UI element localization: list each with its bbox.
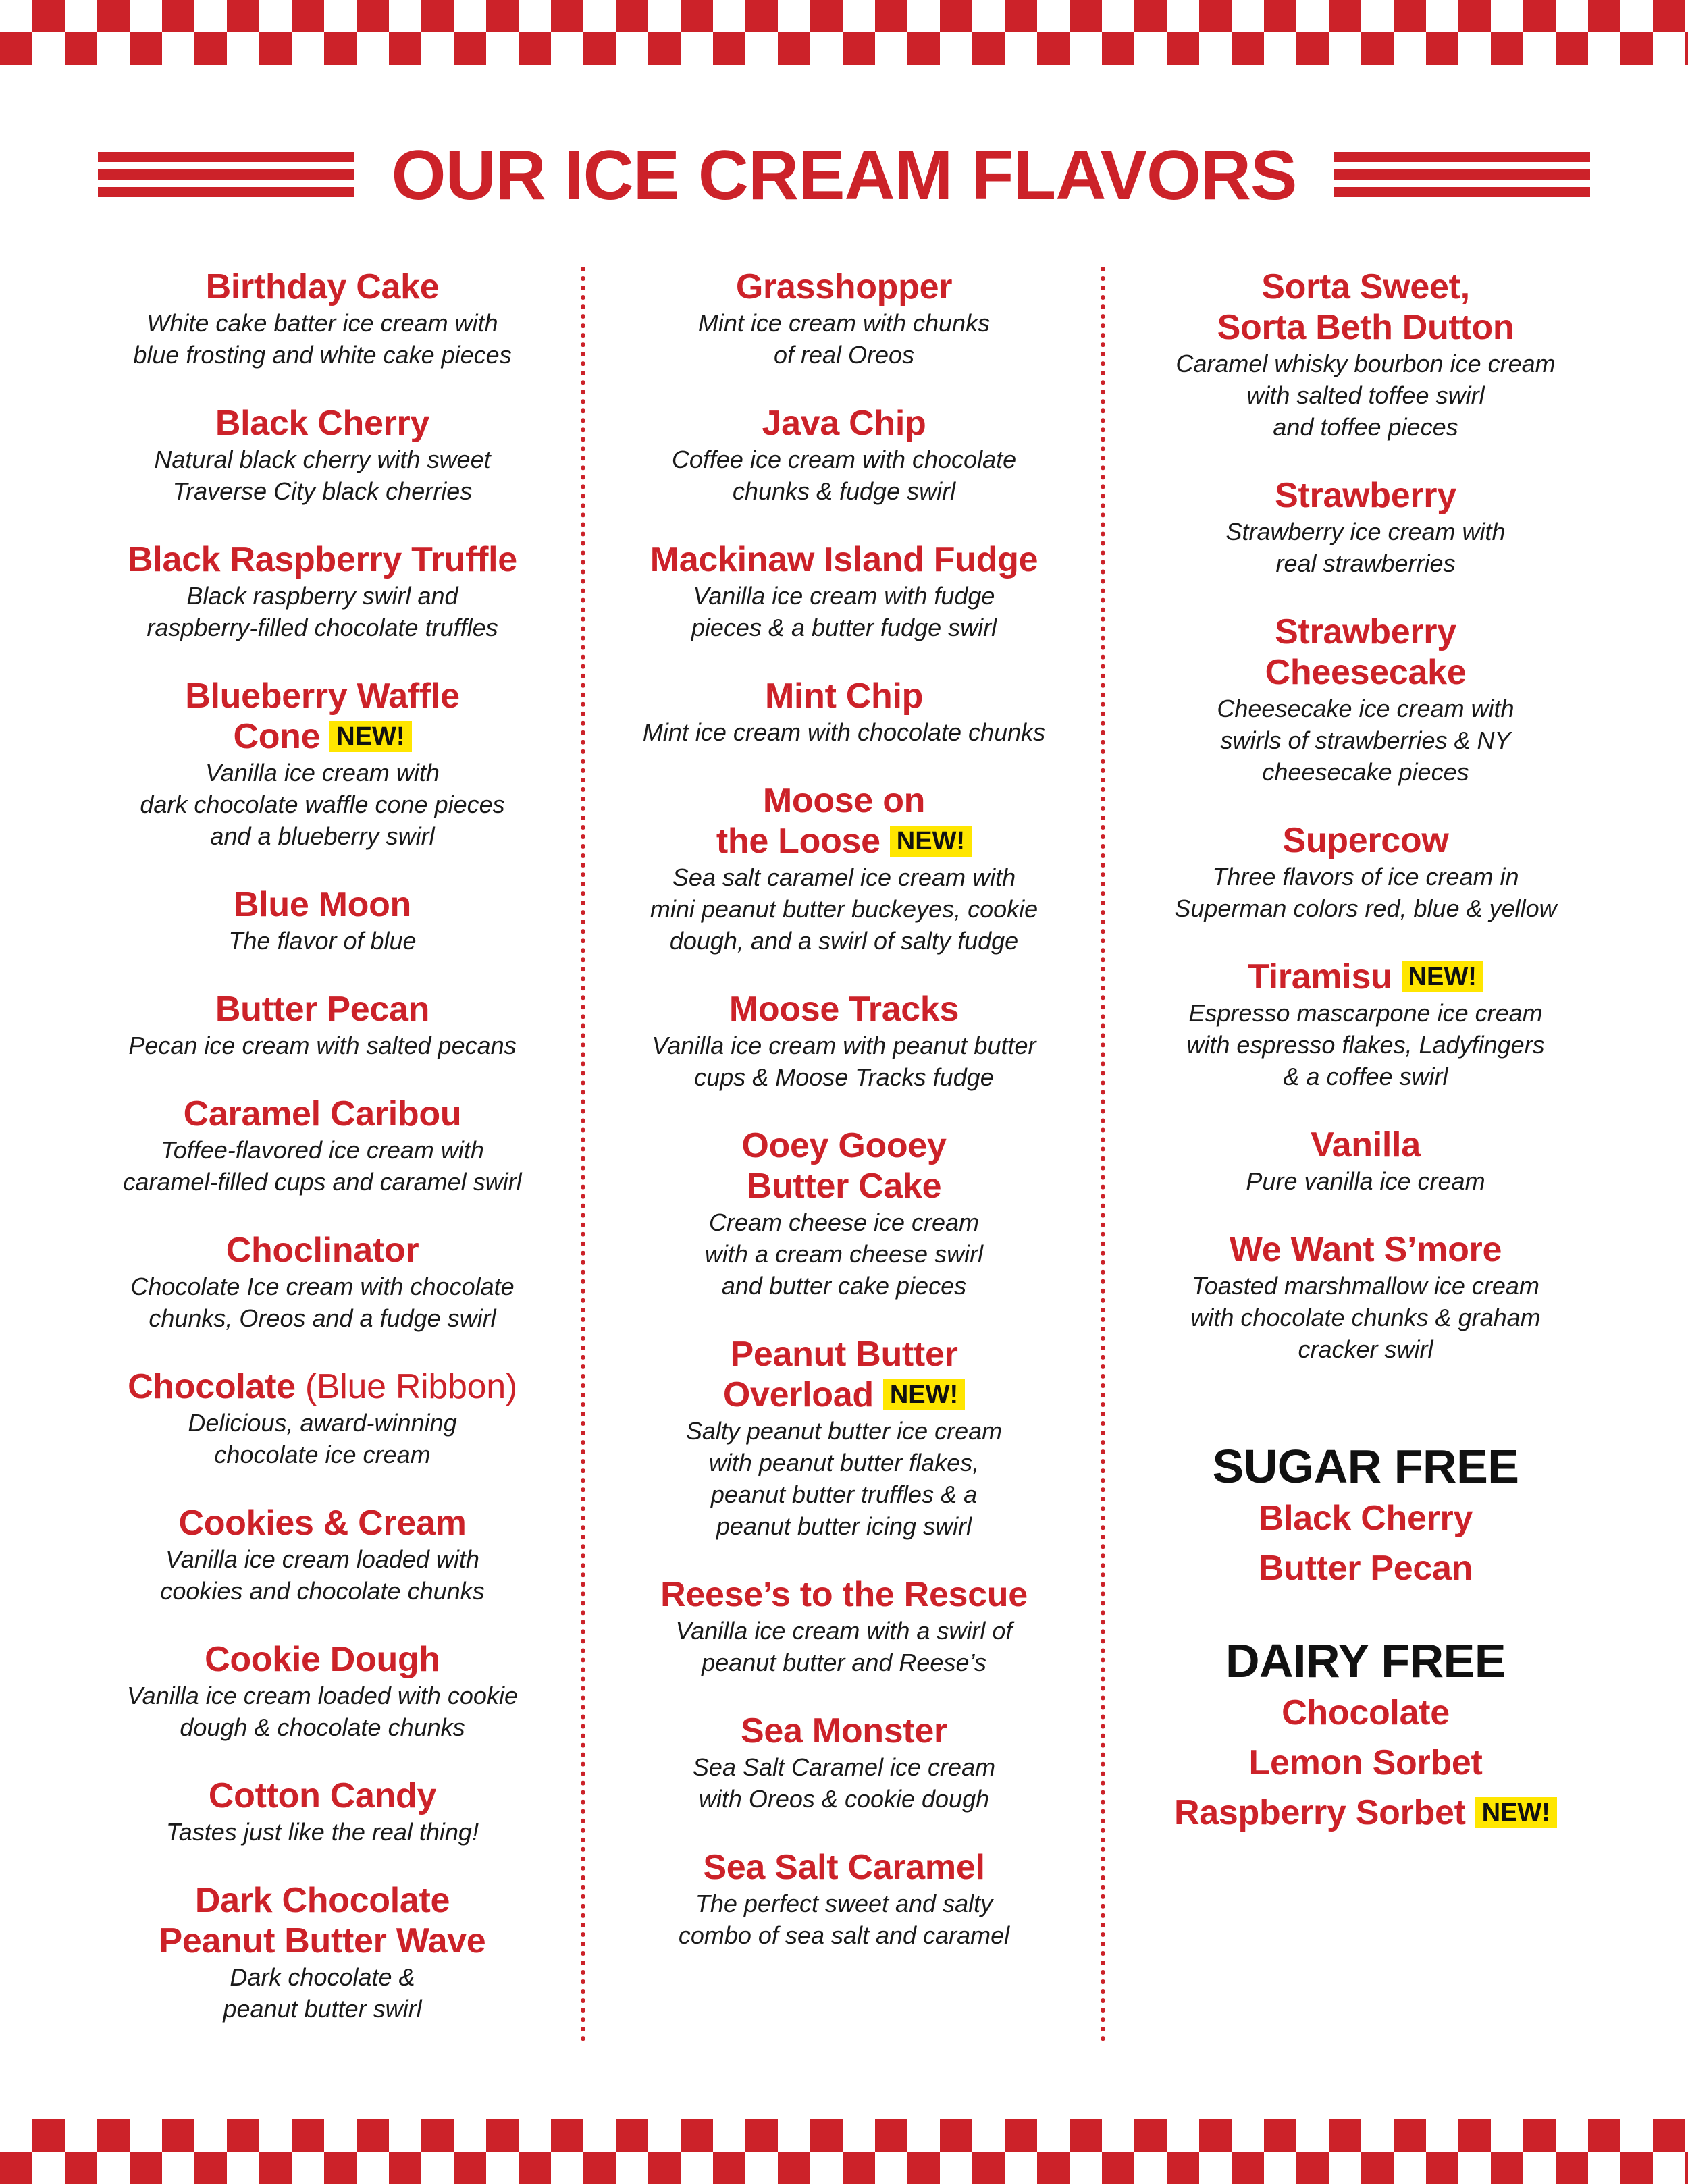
sugar-free-item: Black Cherry: [1258, 1499, 1473, 1538]
flavor-desc-line: chunks, Oreos and a fudge swirl: [149, 1304, 496, 1332]
flavor-desc-line: dough & chocolate chunks: [180, 1713, 465, 1741]
checkered-border-top: [0, 0, 1688, 65]
new-badge: NEW!: [1475, 1797, 1557, 1828]
flavor-item: [98, 1639, 547, 1743]
flavor-item: [98, 676, 547, 852]
flavor-name: Choclinator: [226, 1231, 419, 1270]
flavor-item: [611, 989, 1077, 1093]
flavor-name: Black Cherry: [215, 404, 430, 443]
flavor-desc-line: with a cream cheese swirl: [704, 1240, 984, 1268]
flavor-desc-line: Natural black cherry with sweet: [154, 446, 491, 473]
flavor-desc-line: The flavor of blue: [228, 927, 417, 955]
flavor-name: Tiramisu NEW!: [1141, 957, 1590, 997]
sugar-free-section: [1141, 1439, 1590, 1593]
flavor-item: [98, 539, 547, 643]
new-badge: NEW!: [890, 826, 972, 857]
flavor-name: Sea Salt Caramel: [703, 1848, 985, 1887]
flavor-item: [98, 1094, 547, 1198]
flavor-desc-line: raspberry-filled chocolate truffles: [147, 614, 498, 641]
flavor-desc-line: cups & Moose Tracks fudge: [694, 1063, 994, 1091]
flavor-desc-line: blue frosting and white cake pieces: [133, 341, 512, 369]
page-title: OUR ICE CREAM FLAVORS: [391, 136, 1297, 215]
flavor-name-line-2: Overload NEW!: [611, 1375, 1077, 1415]
flavor-name-line-2: Peanut Butter Wave: [159, 1921, 486, 1961]
dairy-free-item: Lemon Sorbet: [1248, 1743, 1483, 1782]
flavor-item: [1141, 1229, 1590, 1365]
flavor-name: Blueberry Waffle: [185, 676, 460, 716]
flavor-desc-line: Cream cheese ice cream: [708, 1208, 980, 1236]
flavor-column-3: [1141, 267, 1590, 1838]
flavor-name: Mackinaw Island Fudge: [650, 540, 1038, 579]
flavor-desc-line: chocolate ice cream: [214, 1441, 431, 1468]
flavor-name: Moose Tracks: [729, 990, 959, 1029]
flavor-desc-line: Pecan ice cream with salted pecans: [128, 1032, 517, 1059]
flavor-name: Birthday Cake: [205, 267, 440, 307]
title-stripes-right: [1334, 152, 1590, 198]
flavor-desc-line: with espresso flakes, Ladyfingers: [1186, 1031, 1545, 1059]
flavor-desc-line: peanut butter truffles & a: [710, 1481, 978, 1508]
flavor-item: [611, 676, 1077, 748]
flavor-name: Chocolate (Blue Ribbon): [128, 1367, 517, 1406]
flavor-desc-line: peanut butter and Reese’s: [702, 1649, 986, 1676]
flavor-desc-line: real strawberries: [1275, 550, 1456, 577]
flavor-desc-line: cracker swirl: [1298, 1335, 1433, 1363]
dairy-free-section: [1141, 1634, 1590, 1838]
flavor-item: [611, 539, 1077, 643]
flavor-item: [1141, 267, 1590, 443]
flavor-name: Caramel Caribou: [183, 1094, 462, 1134]
flavor-name: Moose on: [762, 781, 926, 820]
flavor-desc-line: with peanut butter flakes,: [708, 1449, 980, 1476]
flavor-desc-line: dark chocolate waffle cone pieces: [140, 791, 505, 818]
flavor-desc-line: with salted toffee swirl: [1246, 381, 1485, 409]
flavor-name-line-2: Sorta Beth Dutton: [1217, 308, 1514, 347]
flavor-desc-line: Mint ice cream with chunks: [697, 309, 991, 337]
flavor-item: [611, 780, 1077, 957]
flavor-item: [611, 1847, 1077, 1951]
flavor-item: [98, 989, 547, 1061]
flavor-desc-line: Traverse City black cherries: [172, 477, 473, 505]
flavor-name: Blue Moon: [233, 885, 412, 924]
flavor-item: [611, 1334, 1077, 1542]
flavor-desc-line: combo of sea salt and caramel: [678, 1921, 1010, 1949]
flavor-item: [98, 1776, 547, 1848]
new-badge: NEW!: [329, 721, 411, 752]
flavor-item: [611, 403, 1077, 507]
flavor-desc-line: pieces & a butter fudge swirl: [691, 614, 997, 641]
flavor-item: [611, 1125, 1077, 1302]
dairy-free-item: Raspberry Sorbet NEW!: [1141, 1788, 1590, 1838]
flavor-name-line-2: Butter Cake: [746, 1167, 942, 1206]
flavor-name: Cookies & Cream: [178, 1503, 467, 1543]
flavor-desc-line: Pure vanilla ice cream: [1246, 1167, 1485, 1195]
flavor-item: [1141, 1125, 1590, 1197]
flavor-desc-line: dough, and a swirl of salty fudge: [669, 927, 1019, 955]
flavor-item: [98, 1230, 547, 1334]
flavor-item: [98, 267, 547, 371]
flavor-desc-line: cookies and chocolate chunks: [160, 1577, 485, 1605]
flavor-desc-line: caramel-filled cups and caramel swirl: [123, 1168, 522, 1196]
flavor-name: Strawberry: [1275, 612, 1456, 651]
flavor-desc-line: Vanilla ice cream with: [205, 759, 440, 787]
flavor-name-line-2: the Loose NEW!: [611, 821, 1077, 861]
flavor-desc-line: & a coffee swirl: [1283, 1063, 1448, 1090]
flavor-desc-line: Tastes just like the real thing!: [166, 1818, 479, 1846]
flavor-desc-line: Toffee-flavored ice cream with: [161, 1136, 484, 1164]
dotted-divider-right: [1101, 267, 1105, 2042]
dairy-free-heading: DAIRY FREE: [1225, 1634, 1506, 1687]
flavor-desc-line: Black raspberry swirl and: [186, 582, 458, 610]
flavor-desc-line: swirls of strawberries & NY: [1220, 726, 1511, 754]
flavor-item: [98, 1503, 547, 1607]
flavor-desc-line: The perfect sweet and salty: [695, 1890, 993, 1917]
flavor-item: [98, 884, 547, 957]
flavor-item: [98, 1880, 547, 2025]
flavor-name: Strawberry: [1275, 476, 1456, 515]
flavor-name: Mint Chip: [764, 676, 924, 716]
flavor-desc-line: chunks & fudge swirl: [732, 477, 956, 505]
flavor-desc-line: mini peanut butter buckeyes, cookie: [650, 895, 1038, 923]
flavor-name: Peanut Butter: [730, 1335, 958, 1374]
flavor-desc-line: and butter cake pieces: [721, 1272, 967, 1300]
flavor-name-line-2: Cone NEW!: [98, 716, 547, 757]
flavor-name-suffix: (Blue Ribbon): [305, 1367, 517, 1406]
flavor-desc-line: cheesecake pieces: [1262, 758, 1469, 786]
flavor-desc-line: Sea Salt Caramel ice cream: [692, 1753, 996, 1781]
flavor-desc-line: Superman colors red, blue & yellow: [1174, 895, 1557, 922]
flavor-desc-line: Chocolate Ice cream with chocolate: [130, 1273, 515, 1300]
flavor-column-1: [98, 267, 547, 2025]
flavor-desc-line: Delicious, award-winning: [188, 1409, 457, 1437]
flavor-desc-line: Coffee ice cream with chocolate: [671, 446, 1017, 473]
new-badge: NEW!: [883, 1379, 965, 1410]
flavor-desc-line: Strawberry ice cream with: [1225, 518, 1506, 545]
flavor-name: Java Chip: [762, 404, 926, 443]
flavor-name: Cotton Candy: [208, 1776, 437, 1815]
flavor-name: Supercow: [1282, 821, 1449, 860]
flavor-item: [1141, 957, 1590, 1092]
flavor-name: Dark Chocolate: [194, 1881, 450, 1920]
flavor-item: [1141, 475, 1590, 579]
new-badge: NEW!: [1402, 961, 1483, 992]
flavor-desc-line: Salty peanut butter ice cream: [685, 1417, 1003, 1445]
flavor-desc-line: peanut butter icing swirl: [716, 1512, 972, 1540]
flavor-name: Ooey Gooey: [741, 1126, 947, 1165]
sugar-free-item: Butter Pecan: [1258, 1549, 1473, 1588]
flavor-desc-line: of real Oreos: [773, 341, 915, 369]
flavor-item: [611, 1711, 1077, 1815]
flavor-desc-line: Dark chocolate &: [230, 1963, 415, 1991]
flavor-name: Black Raspberry Truffle: [128, 540, 517, 579]
flavor-desc-line: Vanilla ice cream with a swirl of: [675, 1617, 1013, 1645]
flavor-column-2: [611, 267, 1077, 1951]
flavor-desc-line: Sea salt caramel ice cream with: [672, 863, 1016, 891]
flavor-name: Cookie Dough: [205, 1640, 440, 1679]
flavor-name: Sea Monster: [741, 1711, 947, 1751]
flavor-item: [98, 403, 547, 507]
flavor-item: [611, 267, 1077, 371]
flavor-desc-line: Toasted marshmallow ice cream: [1192, 1272, 1539, 1300]
flavor-desc-line: Vanilla ice cream loaded with cookie: [127, 1682, 518, 1709]
dotted-divider-left: [581, 267, 585, 2042]
flavor-desc-line: and toffee pieces: [1273, 413, 1458, 441]
flavor-desc-line: Cheesecake ice cream with: [1217, 695, 1514, 722]
flavor-name: Sorta Sweet,: [1261, 267, 1470, 307]
flavor-desc-line: with chocolate chunks & graham: [1190, 1304, 1541, 1331]
flavor-desc-line: Vanilla ice cream loaded with: [165, 1545, 479, 1573]
sugar-free-heading: SUGAR FREE: [1212, 1440, 1519, 1493]
flavor-item: [1141, 820, 1590, 924]
flavor-desc-line: peanut butter swirl: [223, 1995, 422, 2023]
flavor-name: Grasshopper: [735, 267, 953, 307]
dairy-free-item: Chocolate: [1282, 1693, 1450, 1732]
flavor-desc-line: with Oreos & cookie dough: [698, 1785, 990, 1813]
flavor-item: [98, 1366, 547, 1470]
flavor-item: [611, 1574, 1077, 1678]
flavor-desc-line: and a blueberry swirl: [210, 822, 435, 850]
flavor-name: We Want S’more: [1229, 1230, 1502, 1269]
flavor-name: Butter Pecan: [215, 990, 430, 1029]
flavor-desc-line: Vanilla ice cream with peanut butter: [652, 1032, 1036, 1059]
checkered-border-bottom: [0, 2119, 1688, 2184]
flavor-item: [1141, 612, 1590, 788]
flavor-name: Vanilla: [1311, 1125, 1421, 1165]
flavor-name: Reese’s to the Rescue: [660, 1575, 1028, 1614]
flavor-desc-line: Mint ice cream with chocolate chunks: [642, 718, 1046, 746]
title-stripes-left: [98, 152, 354, 198]
flavor-desc-line: Vanilla ice cream with fudge: [693, 582, 995, 610]
flavor-name-line-2: Cheesecake: [1265, 653, 1467, 692]
flavor-desc-line: Three flavors of ice cream in: [1212, 863, 1519, 890]
title-banner: [0, 138, 1688, 213]
flavor-desc-line: White cake batter ice cream with: [147, 309, 498, 337]
flavor-desc-line: Caramel whisky bourbon ice cream: [1176, 350, 1556, 377]
flavor-desc-line: Espresso mascarpone ice cream: [1188, 999, 1543, 1027]
